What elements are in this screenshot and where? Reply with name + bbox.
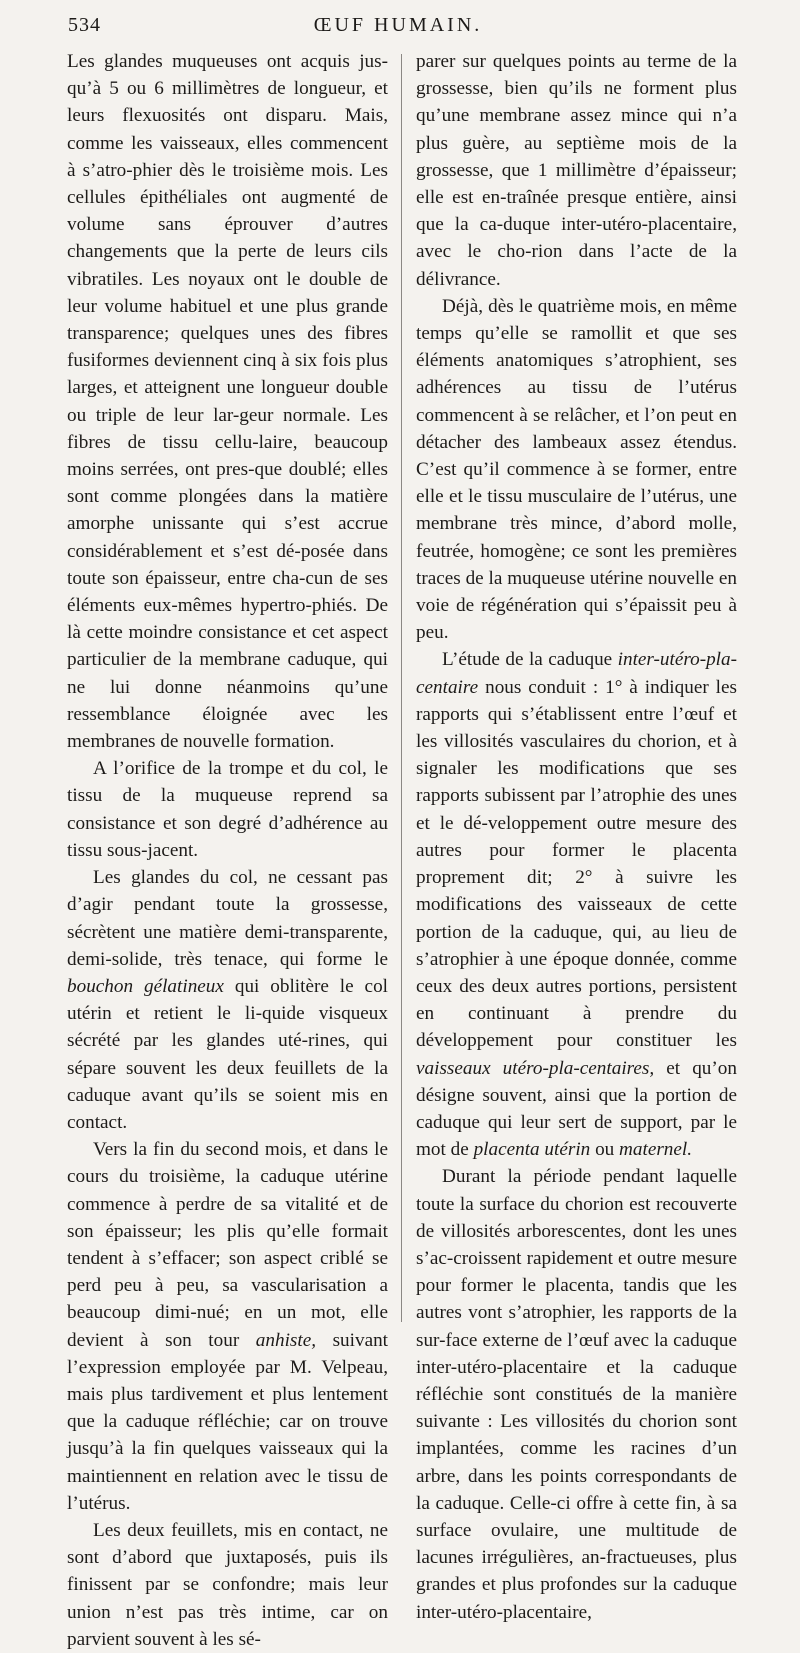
left-column — [67, 48, 388, 1653]
italic-term: bouchon gélatineux — [67, 975, 224, 997]
italic-term: inter-utéro-pla-centaire — [416, 649, 737, 698]
italic-term: anhiste, — [255, 1329, 317, 1351]
running-title: ŒUF HUMAIN. — [313, 14, 483, 36]
paragraph: parer sur quelques points au terme de la grossesse, bien qu’ils ne forment plus qu’une membrane assez mince qui n’a plus guère, au septième mois de la grossesse, que 1 millimètre d’épaisseur; elle est en-traînée presque entière, ainsi que la ca-duque inter-utéro-placentaire, avec le cho-rion dans l’acte de la délivrance. — [416, 51, 737, 290]
running-header — [68, 14, 728, 44]
italic-term: vaisseaux utéro-pla-centaires, — [416, 1057, 655, 1079]
page-number: 534 — [68, 14, 101, 36]
paragraph: Vers la fin du second mois, et dans le cours du troisième, la caduque utérine commence à perdre de sa vitalité et de son épaisseur; les plis qu’elle formait tendent à s’effacer; son aspect criblé se perd peu à peu, sa vascularisation a beaucoup dimi-nué; en un mot, elle devient à son tour anhiste, suivant l’expression employée par M. Velpeau, mais plus tardivement et plus lentement que la caduque réfléchie; car on trouve jusqu’à la fin quelques vaisseaux qui la maintiennent en relation avec le tissu de l’utérus. — [67, 1139, 389, 1514]
column-divider — [401, 54, 402, 1322]
paragraph: L’étude de la caduque inter-utéro-pla-centaire nous conduit : 1° à indiquer les rapports qui s’établissent entre l’œuf et les villosités vasculaires du chorion, et à signaler les modifications que ses rapports subissent par l’atrophie des unes et le dé-veloppement outre mesure des autres pour former le placenta proprement dit; 2° à suivre les modifications des vaisseaux de cette portion de la caduque, qui, au lieu de s’atrophier à une époque donnée, comme ceux des deux autres portions, persistent en continuant à prendre du développement pour constituer les vaisseaux utéro-pla-centaires, et qu’on désigne souvent, ainsi que la portion de caduque qui leur sert de support, par le mot de placenta utérin ou maternel. — [416, 649, 737, 1161]
right-column — [416, 48, 737, 1626]
italic-term: maternel. — [619, 1139, 693, 1161]
paragraph: Les glandes muqueuses ont acquis jus-qu’à 5 ou 6 millimètres de longueur, et leurs flexuosités ont disparu. Mais, comme les vaisseaux, elles commencent à s’atro-phier dès le troisième mois. Les cellules épithéliales ont augmenté de volume sans éprouver d’autres changements que la perte de leurs cils vibratiles. Les noyaux ont le double de leur volume habituel et une plus grande transparence; quelques unes des fibres fusiformes deviennent cinq à six fois plus larges, et atteignent une longueur double ou triple de leur lar-geur normale. Les fibres de tissu cellu-laire, beaucoup moins serrées, ont pres-que doublé; elles sont comme plongées dans la matière amorphe unissante qui s’est accrue considérablement et s’est dé-posée dans toute son épaisseur, entre cha-cun de ses éléments eux-mêmes hypertro-phiés. De là cette moindre consistance et cet aspect particulier de la membrane caduque, qui ne lui donne néanmoins qu’une ressemblance éloignée avec les membranes de nouvelle formation. — [67, 51, 388, 753]
paragraph: Durant la période pendant laquelle toute la surface du chorion est recouverte de villosités arborescentes, dont les unes s’ac-croissent rapidement et outre mesure pour former le placenta, tandis que les autres vont s’atrophier, les rapports de la sur-face externe de l’œuf avec la caduque inter-utéro-placentaire et la caduque réfléchie sont constitués de la manière suivante : Les villosités du chorion sont implantées, comme les racines d’un arbre, dans les points correspondants de la caduque. Celle-ci offre à cette fin, à sa surface ovulaire, une multitude de lacunes irrégulières, an-fractueuses, plus grandes et plus profondes sur la caduque inter-utéro-placentaire, — [416, 1166, 737, 1623]
paragraph: Déjà, dès le quatrième mois, en même temps qu’elle se ramollit et que ses éléments anatomiques s’atrophient, ses adhérences au tissu de l’utérus commencent à se relâcher, et l’on peut en détacher des lambeaux assez étendus. C’est qu’il commence à se former, entre elle et le tissu musculaire de l’utérus, une membrane très mince, d’abord molle, feutrée, homogène; ce sont les premières traces de la muqueuse utérine nouvelle en voie de régénération qui s’épaissit peu à peu. — [416, 295, 737, 644]
italic-term: placenta utérin — [473, 1139, 591, 1161]
paragraph: Les deux feuillets, mis en contact, ne sont d’abord que juxtaposés, puis ils finissent par se confondre; mais leur union n’est pas très intime, car on parvient souvent à les sé- — [67, 1519, 388, 1650]
paragraph: Les glandes du col, ne cessant pas d’agir pendant toute la grossesse, sécrètent une matière demi-transparente, demi-solide, très tenace, qui forme le bouchon gélatineux qui oblitère le col utérin et retient le li-quide visqueux sécrété par les glandes uté-rines, qui sépare souvent les deux feuillets de la caduque avant qu’ils se soient mis en contact. — [67, 867, 388, 1133]
paragraph: A l’orifice de la trompe et du col, le tissu de la muqueuse reprend sa consistance et son degré d’adhérence au tissu sous-jacent. — [67, 758, 388, 861]
